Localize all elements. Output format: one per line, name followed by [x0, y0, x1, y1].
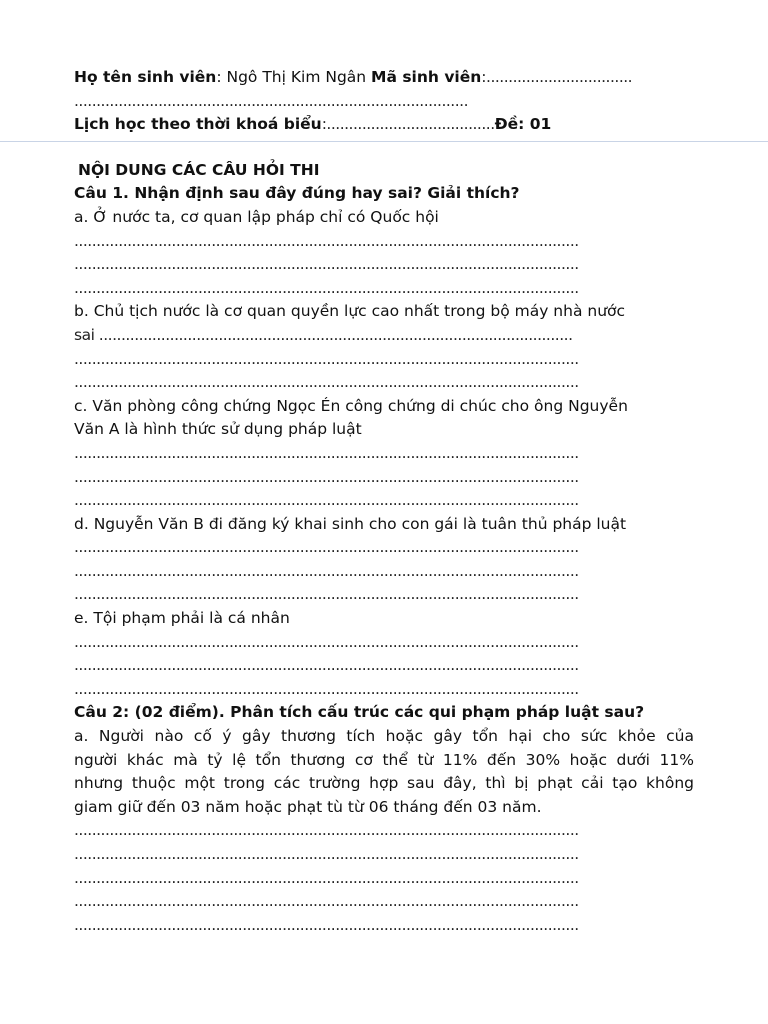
answer-line: .................................................................................................................. [74, 915, 579, 934]
answer-line: .................................................................................................................. [74, 561, 579, 580]
answer-line: .................................................................................................................. [74, 349, 579, 368]
question-1d: d. Nguyễn Văn B đi đăng ký khai sinh cho con gái là tuân thủ pháp luật [74, 514, 627, 533]
answer-line: .................................................................................................................. [74, 255, 579, 274]
answer-line: .................................................................................................................. [74, 231, 579, 250]
question-1b-line1: b. Chủ tịch nước là cơ quan quyền lực cao nhất trong bộ máy nhà nước [74, 302, 626, 321]
answer-line: .................................................................................................................. [74, 845, 579, 863]
answer-line: .................................................................................................................. [74, 278, 579, 297]
header-dots-line: ......................................................................................... [74, 91, 469, 110]
question-2a-line: người khác mà tỷ lệ tổn thương cơ thể từ 11% đến 30% hoặc dưới 11% [74, 750, 694, 769]
answer-line: .................................................................................................................. [74, 467, 579, 486]
question-1e: e. Tội phạm phải là cá nhân [74, 609, 290, 628]
question-2a-line: a. Người nào cố ý gây thương tích hoặc gây tổn hại cho sức khỏe của [74, 727, 694, 746]
answer-line: .................................................................................................................. [74, 679, 579, 698]
exam-code: Đề: 01 [494, 115, 552, 134]
answer-line: .................................................................................................................. [74, 538, 579, 557]
question-1-title: Câu 1. Nhận định sau đây đúng hay sai? Giải thích? [74, 184, 520, 203]
section-title: NỘI DUNG CÁC CÂU HỎI THI [78, 160, 320, 179]
student-name-value: : Ngô Thị Kim Ngân [216, 68, 372, 86]
answer-line: .................................................................................................................. [74, 585, 579, 604]
exam-document [74, 66, 694, 937]
student-id-label: Mã sinh viên [371, 68, 482, 86]
schedule-value: :...................................... [321, 115, 495, 134]
answer-line: .................................................................................................................. [74, 491, 579, 510]
question-1a: a. Ở nước ta, cơ quan lập pháp chỉ có Quốc hội [74, 207, 439, 226]
answer-line: .................................................................................................................. [74, 656, 579, 675]
question-2a-line: giam giữ đến 03 năm hoặc phạt tù từ 06 tháng đến 03 năm. [74, 797, 542, 816]
question-1c-line1: c. Văn phòng công chứng Ngọc Én công chứng di chúc cho ông Nguyễn [74, 396, 628, 415]
question-1c-line2: Văn A là hình thức sử dụng pháp luật [74, 420, 362, 439]
answer-line: .................................................................................................................. [74, 821, 579, 840]
answer-line: .................................................................................................................. [74, 443, 579, 462]
question-2a-paragraph [74, 725, 694, 819]
answer-line: .................................................................................................................. [74, 868, 579, 887]
schedule-label: Lịch học theo thời khoá biểu [74, 115, 322, 134]
answer-line: .................................................................................................................. [74, 892, 579, 911]
answer-line: .................................................................................................................. [74, 632, 579, 651]
question-2a-line: nhưng thuộc một trong các trường hợp sau đây, thì bị phạt cải tạo không [74, 774, 694, 793]
schedule-line [74, 113, 694, 137]
student-id-value: :................................. [481, 68, 633, 86]
answer-line: .................................................................................................................. [74, 373, 579, 392]
student-name-label: Họ tên sinh viên [74, 68, 217, 86]
student-name-line [74, 66, 694, 90]
question-1b-line2: sai ........................................................................................................... [74, 325, 573, 344]
question-2-title: Câu 2: (02 điểm). Phân tích cấu trúc các qui phạm pháp luật sau? [74, 703, 645, 722]
